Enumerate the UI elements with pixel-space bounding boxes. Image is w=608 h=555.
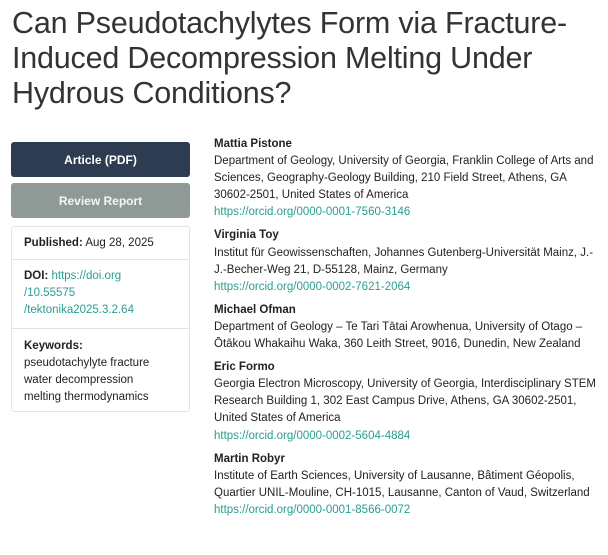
author-affiliation: Institut für Geowissenschaften, Johannes Gutenberg-Universität Mainz, J.-J.-Becher-Weg 21, D-55128, Mainz, Germany	[214, 246, 594, 276]
article-title: Can Pseudotachylytes Form via Fracture-Induced Decompression Melting Under Hydrous Conditions?	[12, 6, 567, 110]
author-entry	[214, 227, 600, 295]
author-name: Virginia Toy	[214, 229, 279, 242]
doi-link-line-2[interactable]: /10.55575	[24, 287, 76, 299]
review-report-button[interactable]: Review Report	[11, 183, 190, 218]
article-pdf-button[interactable]: Article (PDF)	[11, 142, 190, 177]
author-name: Eric Formo	[214, 361, 275, 374]
author-name: Mattia Pistone	[214, 138, 292, 150]
published-label: Published:	[24, 237, 83, 249]
doi-link-line-1[interactable]: https://doi.org	[51, 270, 122, 282]
author-entry	[214, 136, 600, 221]
author-orcid-link[interactable]: https://orcid.org/0000-0002-5604-4884	[214, 429, 411, 442]
meta-divider	[12, 259, 189, 260]
author-entry	[214, 359, 600, 444]
author-affiliation: Georgia Electron Microscopy, University of Georgia, Interdisciplinary STEM Research Building 1, 302 East Campus Drive, Athens, GA 30602-2501, United States of America	[214, 378, 596, 425]
author-name: Michael Ofman	[214, 303, 296, 316]
author-entry	[214, 302, 600, 353]
author-entry	[214, 451, 600, 519]
keywords-line-2: water decompression	[24, 374, 134, 386]
author-orcid-link[interactable]: https://orcid.org/0000-0001-8566-0072	[214, 503, 411, 516]
author-affiliation: Department of Geology, University of Georgia, Franklin College of Arts and Sciences, Geography-Geology Building, 210 Field Street, Athens, GA 30602-2501, United States of America	[214, 155, 594, 202]
meta-divider	[12, 328, 189, 329]
keywords-info	[24, 338, 182, 406]
published-info	[24, 235, 182, 252]
author-orcid-link[interactable]: https://orcid.org/0000-0001-7560-3146	[214, 206, 411, 219]
author-name: Martin Robyr	[214, 452, 285, 465]
published-date: Aug 28, 2025	[85, 237, 154, 249]
author-orcid-link[interactable]: https://orcid.org/0000-0002-7621-2064	[214, 280, 411, 293]
keywords-label: Keywords:	[24, 340, 83, 352]
author-affiliation: Department of Geology – Te Tari Tātai Arowhenua, University of Otago – Ōtākou Whakaihu Waka, 360 Leith Street, 9016, Dunedin, New Zealand	[214, 320, 583, 351]
keywords-line-1: pseudotachylyte fracture	[24, 357, 150, 369]
author-list	[214, 136, 600, 519]
author-affiliation: Institute of Earth Sciences, University of Lausanne, Bâtiment Géopolis, Quartier UNIL-Mouline, CH-1015, Lausanne, Canton of Vaud, Switzerland	[214, 469, 590, 499]
doi-info	[24, 268, 182, 319]
article-meta-card	[11, 226, 190, 412]
keywords-line-3: melting thermodynamics	[24, 391, 149, 403]
doi-label: DOI:	[24, 270, 49, 282]
doi-link-line-3[interactable]: /tektonika2025.3.2.64	[24, 304, 134, 316]
